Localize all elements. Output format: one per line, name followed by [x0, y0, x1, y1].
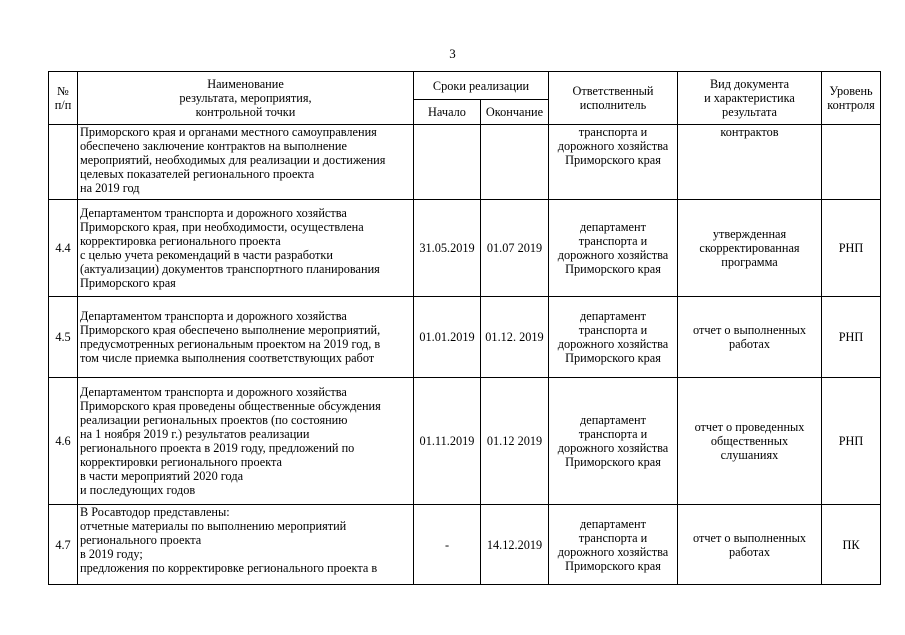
table-row	[49, 200, 881, 297]
row-name: Приморского края и органами местного самоуправления обеспечено заключение контрактов на выполнение мероприятий, необходимых для реализации и достижения целевых показателей регионального проекта на 2019 год	[78, 125, 414, 200]
row-level	[822, 125, 881, 200]
header-start: Начало	[414, 100, 481, 125]
row-name: Департаментом транспорта и дорожного хозяйства Приморского края, при необходимости, осуществлена корректировка регионального проекта с целью учета рекомендаций в части разработки (актуализации) документов транспортного планирования Приморского края	[78, 200, 414, 297]
row-level: РНП	[822, 200, 881, 297]
row-responsible: департамент транспорта и дорожного хозяйства Приморского края	[549, 200, 678, 297]
table-row	[49, 297, 881, 378]
row-doc: отчет о выполненных работах	[678, 505, 822, 585]
row-end	[481, 125, 549, 200]
table-row	[49, 378, 881, 505]
header-dates: Сроки реализации	[414, 72, 549, 100]
row-start	[414, 125, 481, 200]
row-level: РНП	[822, 378, 881, 505]
row-start: 01.01.2019	[414, 297, 481, 378]
row-start: 31.05.2019	[414, 200, 481, 297]
row-name: Департаментом транспорта и дорожного хозяйства Приморского края обеспечено выполнение мероприятий, предусмотренных региональным проектом на 2019 год, в том числе приемка выполнения соответствующих работ	[78, 297, 414, 378]
table-row	[49, 505, 881, 585]
header-level: Уровень контроля	[822, 72, 881, 125]
header-row	[49, 72, 881, 100]
row-name: В Росавтодор представлены: отчетные материалы по выполнению мероприятий регионального проекта в 2019 году; предложения по корректировке регионального проекта в	[78, 505, 414, 585]
row-end: 01.07 2019	[481, 200, 549, 297]
page-number: 3	[449, 46, 456, 61]
row-end: 14.12.2019	[481, 505, 549, 585]
row-responsible: департамент транспорта и дорожного хозяйства Приморского края	[549, 297, 678, 378]
header-doc: Вид документа и характеристика результата	[678, 72, 822, 125]
row-responsible: транспорта и дорожного хозяйства Приморского края	[549, 125, 678, 200]
row-end: 01.12 2019	[481, 378, 549, 505]
header-end: Окончание	[481, 100, 549, 125]
header-responsible: Ответственный исполнитель	[549, 72, 678, 125]
row-num	[49, 125, 78, 200]
row-level: РНП	[822, 297, 881, 378]
row-num: 4.5	[49, 297, 78, 378]
header-name: Наименование результата, мероприятия, контрольной точки	[78, 72, 414, 125]
row-start: -	[414, 505, 481, 585]
row-num: 4.4	[49, 200, 78, 297]
row-doc: утвержденная скорректированная программа	[678, 200, 822, 297]
row-end: 01.12. 2019	[481, 297, 549, 378]
row-doc: отчет о проведенных общественных слушаниях	[678, 378, 822, 505]
row-responsible: департамент транспорта и дорожного хозяйства Приморского края	[549, 378, 678, 505]
row-level: ПК	[822, 505, 881, 585]
row-doc: отчет о выполненных работах	[678, 297, 822, 378]
row-responsible: департамент транспорта и дорожного хозяйства Приморского края	[549, 505, 678, 585]
plan-table	[48, 71, 881, 585]
row-start: 01.11.2019	[414, 378, 481, 505]
row-doc: контрактов	[678, 125, 822, 200]
table-row	[49, 125, 881, 200]
row-num: 4.6	[49, 378, 78, 505]
row-name: Департаментом транспорта и дорожного хозяйства Приморского края проведены общественные обсуждения реализации региональных проектов (по состоянию на 1 ноября 2019 г.) результатов реализации регионального проекта в 2019 году, предложений по корректировки регионального проекта в части мероприятий 2020 года и последующих годов	[78, 378, 414, 505]
row-num: 4.7	[49, 505, 78, 585]
header-num: № п/п	[49, 72, 78, 125]
